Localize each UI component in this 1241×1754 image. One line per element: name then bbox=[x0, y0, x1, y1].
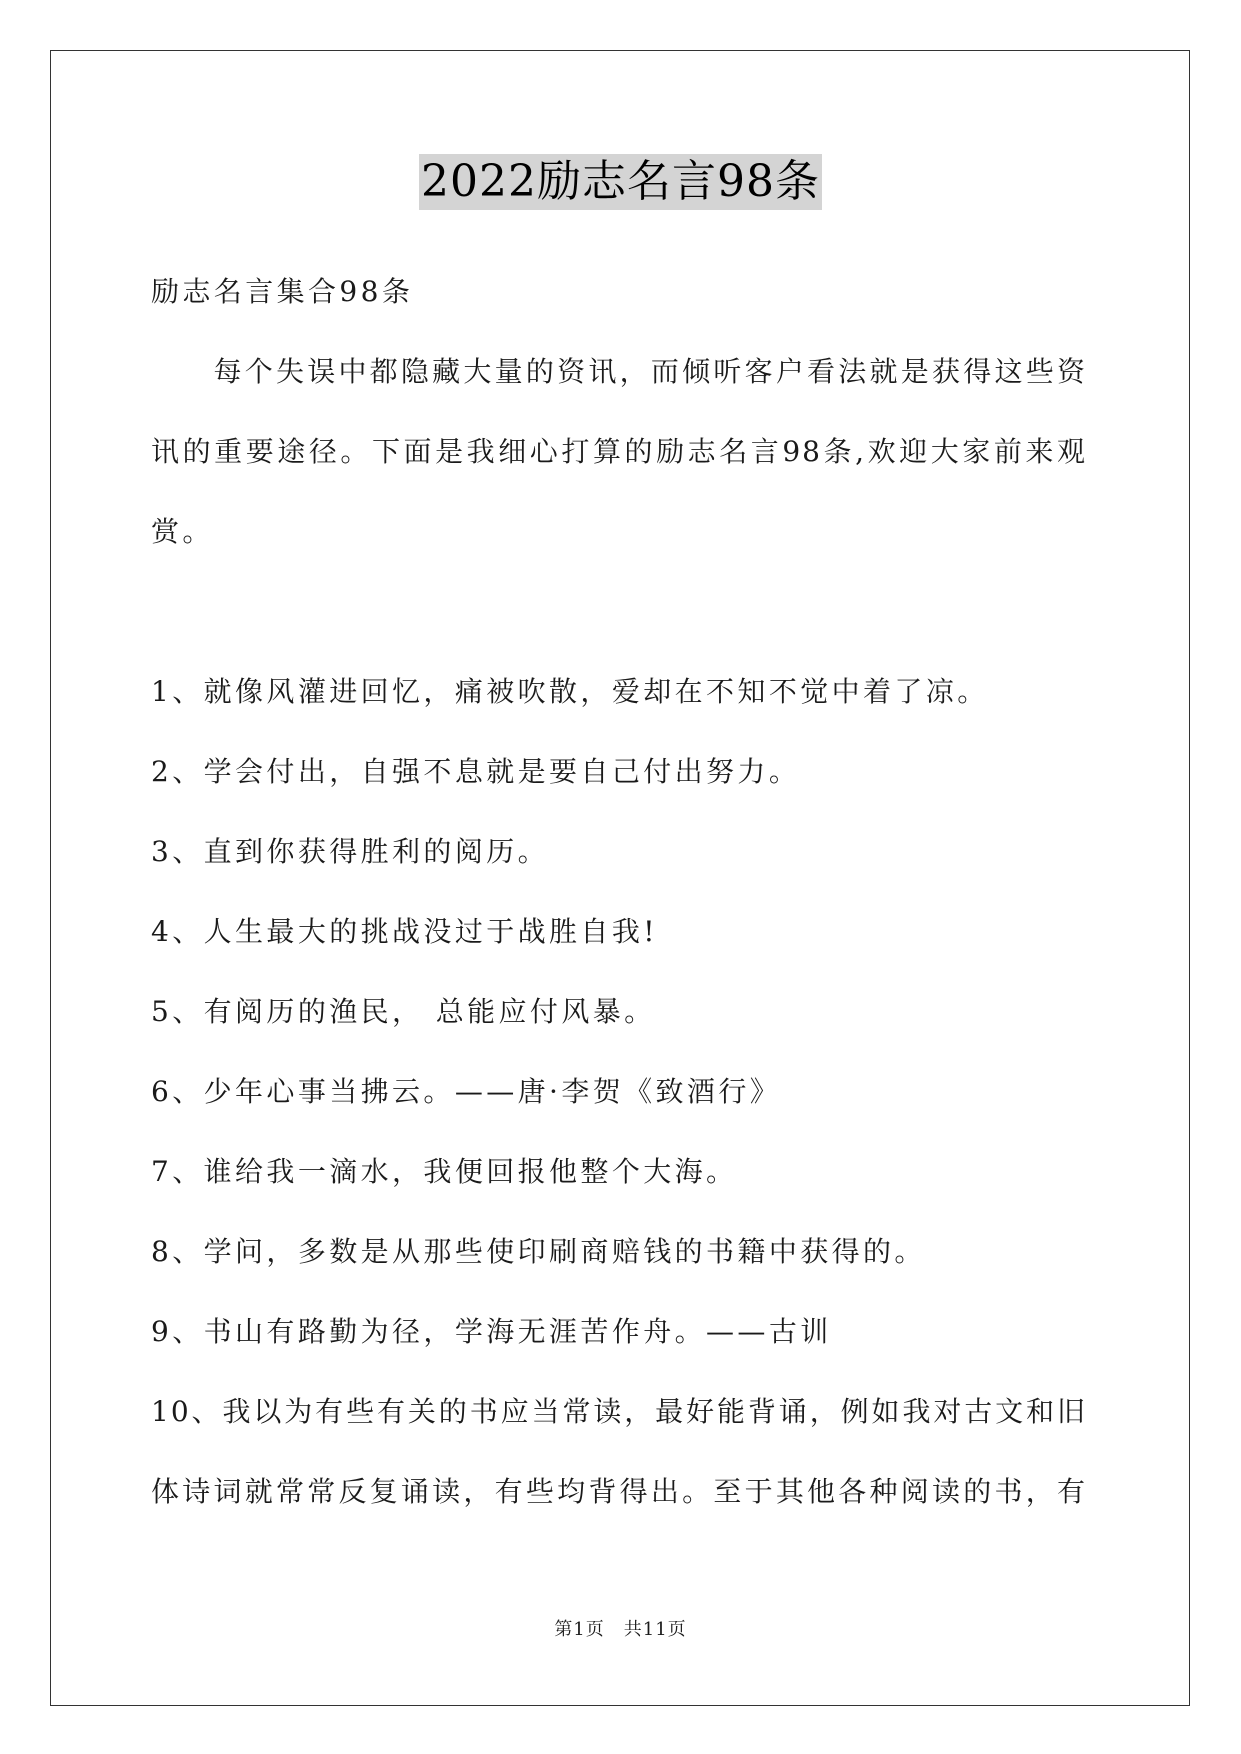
intro-line-3: 赏。 bbox=[151, 515, 214, 548]
subtitle: 励志名言集合98条 bbox=[151, 275, 414, 308]
list-item: 4、人生最大的挑战没过于战胜自我! bbox=[151, 915, 658, 948]
list-item: 2、学会付出，自强不息就是要自己付出努力。 bbox=[151, 755, 801, 788]
page-number: 第1页 共11页 bbox=[554, 1619, 687, 1640]
list-item: 3、直到你获得胜利的阅历。 bbox=[151, 835, 550, 868]
list-item: 10、我以为有些有关的书应当常读，最好能背诵，例如我对古文和旧 bbox=[151, 1395, 1087, 1428]
intro-line-2: 讯的重要途径。下面是我细心打算的励志名言98条,欢迎大家前来观 bbox=[151, 435, 1087, 468]
list-item: 7、谁给我一滴水，我便回报他整个大海。 bbox=[151, 1155, 738, 1188]
list-item: 6、少年心事当拂云。——唐·李贺《致酒行》 bbox=[151, 1075, 782, 1108]
intro-line-1: 每个失误中都隐藏大量的资讯，而倾听客户看法就是获得这些资 bbox=[151, 355, 1087, 388]
list-item: 1、就像风灌进回忆，痛被吹散，爱却在不知不觉中着了凉。 bbox=[151, 675, 989, 708]
list-item: 9、书山有路勤为径，学海无涯苦作舟。——古训 bbox=[151, 1315, 832, 1348]
list-item-continued: 体诗词就常常反复诵读，有些均背得出。至于其他各种阅读的书，有 bbox=[151, 1475, 1087, 1508]
list-item: 5、有阅历的渔民， 总能应付风暴。 bbox=[151, 995, 656, 1028]
page-title: 2022励志名言98条 bbox=[419, 154, 822, 210]
list-item: 8、学问，多数是从那些使印刷商赔钱的书籍中获得的。 bbox=[151, 1235, 926, 1268]
